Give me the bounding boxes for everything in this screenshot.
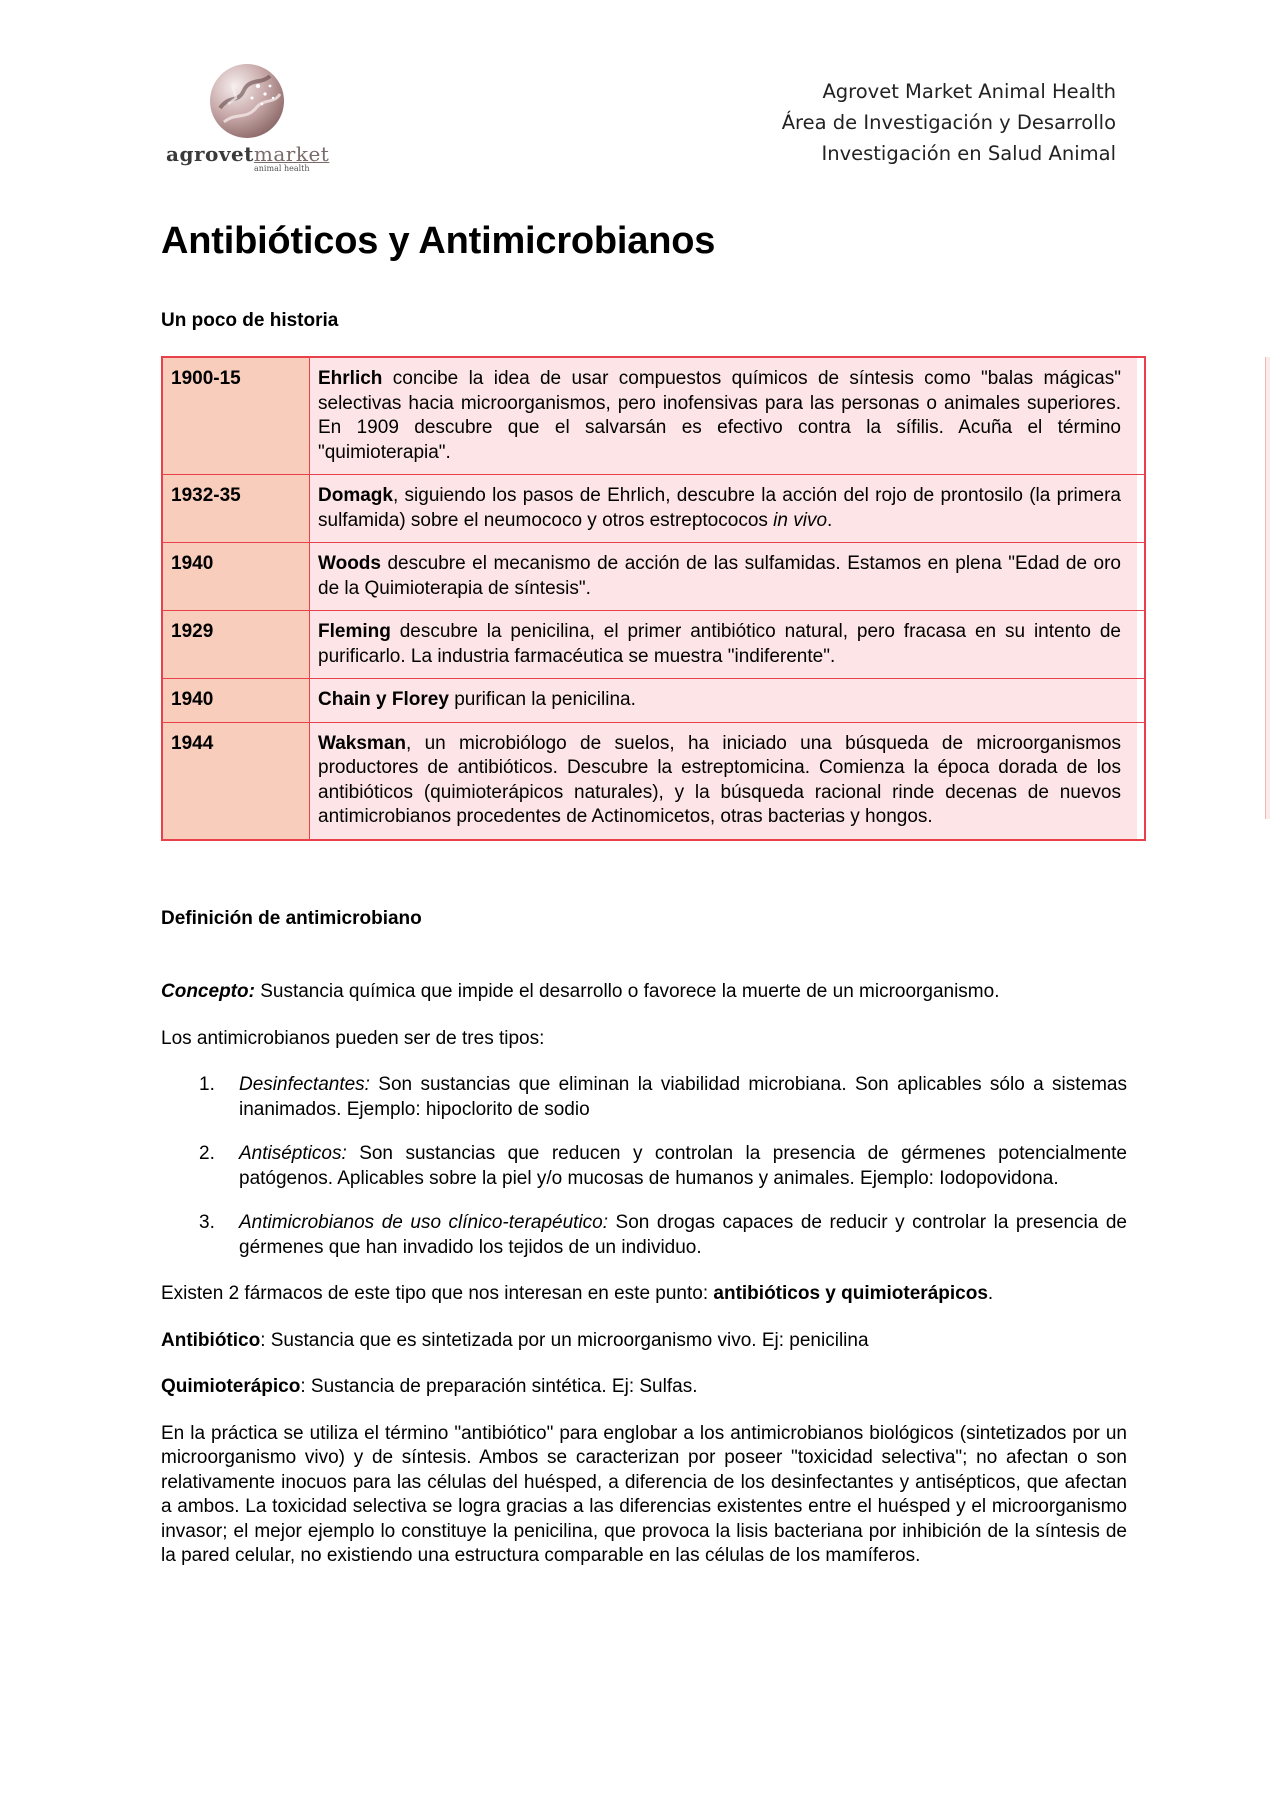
- globe-emblem-icon: [210, 64, 284, 138]
- list-item: [161, 1211, 1127, 1260]
- timeline-text-segment: concibe la idea de usar compuestos químicos de síntesis como "balas mágicas" selectivas hacia microorganismos, pero inofensivas para las personas o animales superiores. En 1909 descubre que el salvarsán es efectivo contra la sífilis. Acuña el término "quimioterapia".: [318, 368, 1121, 463]
- list-item-text: [239, 1073, 1127, 1122]
- timeline-year: 1932-35: [163, 475, 310, 542]
- timeline-text-segment: , un microbiólogo de suelos, ha iniciado una búsqueda de microorganismos productores de antibióticos. Descubre la estreptomicina. Comienza la época dorada de los antibióticos (quimioterápicos naturales), y la búsqueda racional rinde decenas de nuevos antimicrobianos procedentes de Actinomicetos, otras bacterias y hongos.: [318, 732, 1121, 827]
- timeline-year: 1940: [163, 679, 310, 722]
- antibiotic-text: : Sustancia que es sintetizada por un microorganismo vivo. Ej: penicilina: [260, 1329, 869, 1351]
- agrovet-market-logo: [166, 62, 330, 173]
- list-item-number: 3.: [199, 1212, 215, 1233]
- timeline-year: 1929: [163, 611, 310, 678]
- exist-bold: antibióticos y quimioterápicos: [713, 1283, 988, 1304]
- table-row: [163, 678, 1144, 722]
- type-label: Desinfectantes:: [239, 1074, 370, 1095]
- logo-wordmark: [166, 142, 330, 166]
- timeline-scientist-name: Chain y Florey: [318, 689, 449, 710]
- concept-text: Sustancia química que impide el desarrollo o favorece la muerte de un microorganismo.: [254, 981, 1000, 1002]
- list-item-number: 1.: [199, 1074, 215, 1095]
- history-heading: Un poco de historia: [161, 310, 339, 331]
- concept-label: Concepto:: [161, 981, 255, 1002]
- concept-paragraph: [161, 980, 1127, 1005]
- list-item-text: [239, 1211, 1127, 1260]
- globe-pattern-icon: [210, 64, 284, 138]
- logo-word-agrovet: agrovet: [166, 142, 254, 166]
- type-label: Antimicrobianos de uso clínico-terapéutico:: [239, 1212, 609, 1233]
- timeline-description: [310, 679, 1137, 722]
- antimicrobial-types-list: [161, 1073, 1127, 1260]
- timeline-scientist-name: Waksman: [318, 732, 406, 754]
- timeline-year: 1940: [163, 543, 310, 610]
- exist-paragraph: [161, 1282, 1127, 1307]
- table-row: [163, 610, 1144, 678]
- header-line-area: Área de Investigación y Desarrollo: [781, 111, 1116, 134]
- definition-body: [161, 980, 1127, 1591]
- table-edge-artifact: [1265, 357, 1270, 819]
- list-item-number: 2.: [199, 1143, 215, 1164]
- timeline-scientist-name: Ehrlich: [318, 368, 383, 389]
- header-line-company: Agrovet Market Animal Health: [822, 80, 1116, 103]
- table-row: [163, 542, 1144, 610]
- timeline-scientist-name: Woods: [318, 553, 381, 574]
- timeline-text-segment: , siguiendo los pasos de Ehrlich, descubre la acción del rojo de prontosilo (la primera sulfamida) sobre el neumococo y otros estreptococos: [318, 485, 1121, 531]
- history-timeline-table: [161, 356, 1146, 841]
- timeline-description: [310, 358, 1137, 474]
- type-description: Son drogas capaces de reducir y controlar la presencia de gérmenes que han invadido los tejidos de un individuo.: [239, 1212, 1127, 1258]
- chemotherapeutic-label: Quimioterápico: [161, 1376, 301, 1397]
- header-line-research: Investigación en Salud Animal: [821, 142, 1116, 165]
- type-label: Antisépticos:: [239, 1143, 347, 1164]
- list-item: [161, 1142, 1127, 1191]
- logo-subtitle: animal health: [254, 164, 310, 173]
- antibiotic-definition: [161, 1329, 1127, 1354]
- organization-header: [782, 76, 1116, 169]
- timeline-year: 1900-15: [163, 358, 310, 474]
- type-description: Son sustancias que reducen y controlan la presencia de gérmenes potencialmente patógenos. Aplicables sobre la piel y/o mucosas de humanos y animales. Ejemplo: Iodopovidona.: [239, 1143, 1127, 1189]
- list-item-text: [239, 1142, 1127, 1191]
- list-item: [161, 1073, 1127, 1122]
- exist-end: .: [987, 1283, 994, 1304]
- table-row: [163, 358, 1144, 474]
- timeline-scientist-name: Fleming: [318, 621, 391, 642]
- timeline-year: 1944: [163, 723, 310, 839]
- exist-text: Existen 2 fármacos de este tipo que nos interesan en este punto:: [161, 1283, 714, 1304]
- practice-paragraph: En la práctica se utiliza el término "antibiótico" para englobar a los antimicrobianos biológicos (sintetizados por un microorganismo vivo) y de síntesis. Ambos se caracterizan por poseer "toxicidad selectiva"; no afectan o son relativamente inocuos para las células del huésped, a diferencia de los desinfectantes y antisépticos, que afectan a ambos. La toxicidad selectiva se logra gracias a las diferencias existentes entre el huésped y el microorganismo invasor; el mejor ejemplo lo constituye la penicilina, que provoca la lisis bacteriana por inhibición de la síntesis de la pared celular, no existiendo una estructura comparable en las células de los mamíferos.: [161, 1422, 1127, 1566]
- timeline-description: [310, 475, 1137, 542]
- timeline-text-segment: in vivo: [773, 509, 828, 531]
- timeline-description: [310, 543, 1137, 610]
- chemotherapeutic-text: : Sustancia de preparación sintética. Ej: Sulfas.: [300, 1376, 698, 1397]
- types-intro: Los antimicrobianos pueden ser de tres tipos:: [161, 1027, 545, 1049]
- timeline-text-segment: descubre el mecanismo de acción de las sulfamidas. Estamos en plena "Edad de oro de la Quimioterapia de síntesis".: [318, 553, 1121, 599]
- antibiotic-label: Antibiótico: [161, 1329, 261, 1351]
- page-title: Antibióticos y Antimicrobianos: [161, 220, 716, 262]
- definition-heading: Definición de antimicrobiano: [161, 908, 422, 929]
- timeline-text-segment: .: [827, 509, 833, 531]
- chemotherapeutic-definition: [161, 1375, 1127, 1400]
- type-description: Son sustancias que eliminan la viabilidad microbiana. Son aplicables sólo a sistemas inanimados. Ejemplo: hipoclorito de sodio: [239, 1074, 1127, 1120]
- timeline-text-segment: purifican la penicilina.: [448, 689, 636, 710]
- logo-word-market: market: [253, 142, 330, 166]
- table-row: [163, 722, 1144, 839]
- timeline-text-segment: descubre la penicilina, el primer antibiótico natural, pero fracasa en su intento de purificarlo. La industria farmacéutica se muestra "indiferente".: [318, 621, 1121, 667]
- timeline-description: [310, 611, 1137, 678]
- timeline-scientist-name: Domagk: [318, 485, 393, 506]
- timeline-description: [310, 723, 1137, 839]
- table-row: [163, 474, 1144, 542]
